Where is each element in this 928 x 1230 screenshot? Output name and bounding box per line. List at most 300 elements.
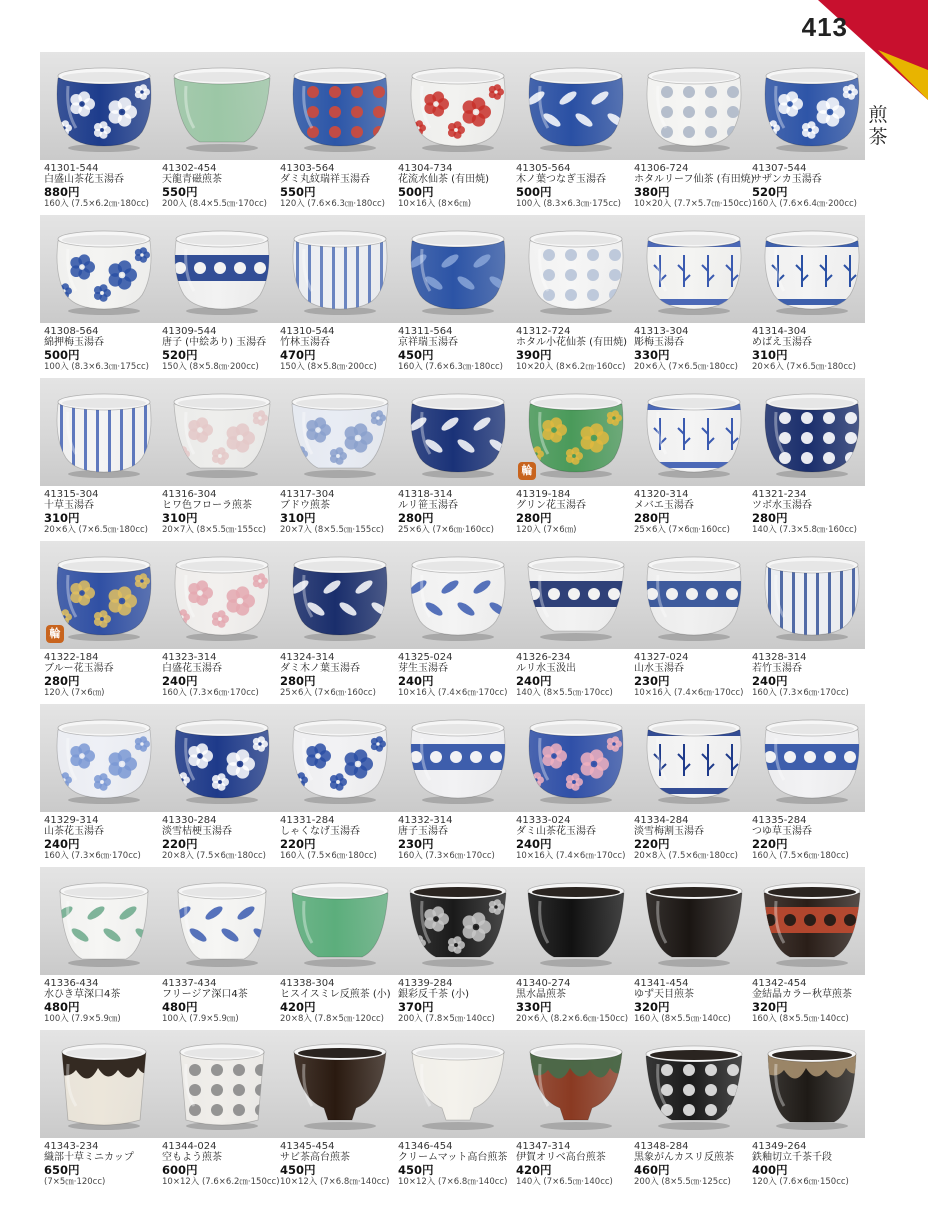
product-spec: 140入 (8×5.5㎝·170cc)	[516, 688, 613, 698]
product-code: 41321-234	[752, 489, 807, 500]
product-code: 41316-304	[162, 489, 217, 500]
product-name: 織部十草ミニカップ	[44, 1152, 134, 1163]
product-code: 41335-284	[752, 815, 807, 826]
product-code: 41337-434	[162, 978, 217, 989]
product-name: ダミ木ノ葉玉湯呑	[280, 663, 360, 674]
teacup-illustration	[288, 388, 392, 480]
product-item	[162, 867, 280, 1029]
product-spec: 160入 (8×5.5㎝·140cc)	[752, 1014, 849, 1024]
product-spec: 100入 (7.9×5.9㎝)	[162, 1014, 239, 1024]
product-name: グリン花玉湯呑	[516, 500, 586, 511]
product-price: 380円	[634, 185, 670, 199]
product-spec: 160入 (7.3×6㎝·170cc)	[162, 688, 259, 698]
product-spec: 200入 (8×5.5㎝·125cc)	[634, 1177, 731, 1187]
product-spec: 100入 (7.9×5.9㎝)	[44, 1014, 121, 1024]
teacup-illustration	[406, 877, 510, 969]
teacup-illustration	[52, 877, 156, 969]
product-price: 460円	[634, 1163, 670, 1177]
product-item	[634, 1030, 752, 1192]
teacup-illustration	[170, 62, 274, 154]
product-item	[398, 541, 516, 703]
product-item	[162, 215, 280, 377]
product-code: 41341-454	[634, 978, 689, 989]
teacup-illustration	[642, 714, 746, 806]
product-item	[516, 52, 634, 214]
product-item	[634, 52, 755, 214]
product-item	[44, 541, 162, 703]
product-item	[634, 378, 752, 540]
product-name: 淡雪桔梗玉湯呑	[162, 826, 232, 837]
product-code: 41330-284	[162, 815, 217, 826]
product-code: 41332-314	[398, 815, 453, 826]
product-name: 唐子玉湯呑	[398, 826, 448, 837]
teacup-image	[642, 551, 746, 643]
teacup-image	[288, 551, 392, 643]
product-item	[398, 867, 516, 1029]
product-name: ツボ水玉湯呑	[752, 500, 812, 511]
product-code: 41319-184	[516, 489, 571, 500]
teacup-image	[406, 62, 510, 154]
rim-badge: 輪	[518, 462, 536, 480]
product-price: 600円	[162, 1163, 198, 1177]
teacup-image	[49, 551, 156, 643]
product-price: 220円	[162, 837, 198, 851]
product-item	[516, 378, 634, 540]
teacup-illustration	[760, 551, 864, 643]
teacup-illustration	[170, 714, 274, 806]
product-row	[0, 52, 870, 214]
product-name: 芽生玉湯呑	[398, 663, 448, 674]
product-spec: 160入 (7.3×6㎝·170cc)	[44, 851, 141, 861]
product-item	[162, 52, 280, 214]
product-code: 41324-314	[280, 652, 335, 663]
teacup-image	[521, 388, 628, 480]
product-item	[44, 867, 162, 1029]
teacup-image	[760, 1040, 864, 1132]
product-name: ホタルリーフ仙茶 (有田焼)	[634, 174, 755, 185]
product-item	[634, 867, 752, 1029]
teacup-illustration	[52, 714, 156, 806]
teacup-illustration	[524, 877, 628, 969]
product-spec: 160入 (7.5×6㎝·180cc)	[752, 851, 849, 861]
product-name: 若竹玉湯呑	[752, 663, 802, 674]
product-price: 420円	[516, 1163, 552, 1177]
teacup-image	[406, 388, 510, 480]
product-code: 41302-454	[162, 163, 217, 174]
product-spec: 20×7入 (8×5.5㎝·155cc)	[280, 525, 385, 535]
product-name: 綿押梅玉湯呑	[44, 337, 104, 348]
product-price: 330円	[634, 348, 670, 362]
teacup-illustration	[642, 551, 746, 643]
teacup-image	[288, 388, 392, 480]
product-spec: 10×16入 (7.4×6㎝·170cc)	[634, 688, 744, 698]
teacup-illustration	[406, 388, 510, 480]
product-spec: 160入 (7.3×6㎝·170cc)	[752, 688, 849, 698]
product-code: 41308-564	[44, 326, 99, 337]
product-name: ホタル小花仙茶 (有田焼)	[516, 337, 627, 348]
teacup-image	[288, 225, 392, 317]
teacup-image	[406, 551, 510, 643]
product-price: 280円	[752, 511, 788, 525]
product-item	[516, 704, 634, 866]
teacup-illustration	[524, 388, 628, 480]
product-item	[162, 1030, 280, 1192]
product-item	[280, 704, 398, 866]
product-name: ダミ山茶花玉湯呑	[516, 826, 596, 837]
product-spec: 120入 (7.6×6.3㎝·180cc)	[280, 199, 385, 209]
product-item	[162, 541, 280, 703]
product-code: 41342-454	[752, 978, 807, 989]
product-price: 310円	[280, 511, 316, 525]
product-code: 41315-304	[44, 489, 99, 500]
product-item	[398, 378, 516, 540]
product-price: 320円	[634, 1000, 670, 1014]
product-name: サザンカ玉湯呑	[752, 174, 822, 185]
product-code: 41301-544	[44, 163, 99, 174]
product-spec: 160入 (7.3×6㎝·170cc)	[398, 851, 495, 861]
product-code: 41343-234	[44, 1141, 99, 1152]
product-code: 41336-434	[44, 978, 99, 989]
product-name: 花流水仙茶 (有田焼)	[398, 174, 489, 185]
product-price: 450円	[398, 348, 434, 362]
product-price: 400円	[752, 1163, 788, 1177]
product-spec: 120入 (7×6㎝)	[516, 525, 577, 535]
product-item	[162, 704, 280, 866]
product-price: 500円	[516, 185, 552, 199]
product-code: 41327-024	[634, 652, 689, 663]
product-code: 41303-564	[280, 163, 335, 174]
teacup-illustration	[52, 225, 156, 317]
teacup-image	[642, 388, 746, 480]
product-item	[162, 378, 280, 540]
teacup-image	[760, 388, 864, 480]
product-spec: 120入 (7.6×6㎝·150cc)	[752, 1177, 849, 1187]
product-price: 280円	[634, 511, 670, 525]
teacup-image	[760, 225, 864, 317]
teacup-illustration	[406, 225, 510, 317]
product-price: 310円	[162, 511, 198, 525]
product-code: 41344-024	[162, 1141, 217, 1152]
product-spec: 160入 (7.6×6.3㎝·180cc)	[398, 362, 503, 372]
teacup-illustration	[406, 714, 510, 806]
product-code: 41326-234	[516, 652, 571, 663]
teacup-image	[642, 714, 746, 806]
product-item	[752, 215, 870, 377]
teacup-image	[760, 62, 864, 154]
product-code: 41306-724	[634, 163, 689, 174]
product-item	[280, 541, 398, 703]
product-name: メバエ玉湯呑	[634, 500, 694, 511]
teacup-image	[406, 225, 510, 317]
product-price: 880円	[44, 185, 80, 199]
product-code: 41334-284	[634, 815, 689, 826]
teacup-illustration	[524, 225, 628, 317]
product-item	[516, 867, 634, 1029]
product-name: 鉄釉切立千茶千段	[752, 1152, 832, 1163]
product-price: 280円	[398, 511, 434, 525]
product-spec: (7×5㎝·120cc)	[44, 1177, 106, 1187]
product-code: 41346-454	[398, 1141, 453, 1152]
product-name: ダミ丸紋瑞祥玉湯呑	[280, 174, 370, 185]
teacup-image	[406, 714, 510, 806]
product-name: 白盛花玉湯呑	[162, 663, 222, 674]
product-code: 41329-314	[44, 815, 99, 826]
page-number: 413	[801, 12, 848, 42]
product-name: クリームマット高台煎茶	[398, 1152, 508, 1163]
product-code: 41312-724	[516, 326, 571, 337]
product-row	[0, 704, 870, 866]
product-item	[634, 215, 752, 377]
product-price: 280円	[44, 674, 80, 688]
product-row	[0, 215, 870, 377]
product-name: 黒象がんカスリ反煎茶	[634, 1152, 734, 1163]
teacup-illustration	[52, 551, 156, 643]
teacup-illustration	[406, 551, 510, 643]
product-spec: 160入 (7.5×6.2㎝·180cc)	[44, 199, 149, 209]
teacup-illustration	[170, 225, 274, 317]
product-name: ゆず天目煎茶	[634, 989, 694, 1000]
teacup-image	[524, 877, 628, 969]
product-price: 450円	[398, 1163, 434, 1177]
product-row	[0, 867, 870, 1029]
product-spec: 20×6入 (7×6.5㎝·180cc)	[752, 362, 857, 372]
product-price: 240円	[516, 837, 552, 851]
product-item	[752, 52, 870, 214]
product-price: 310円	[44, 511, 80, 525]
product-spec: 10×16入 (7.4×6㎝·170cc)	[398, 688, 508, 698]
product-code: 41310-544	[280, 326, 335, 337]
product-price: 480円	[162, 1000, 198, 1014]
product-price: 230円	[634, 674, 670, 688]
product-code: 41314-304	[752, 326, 807, 337]
product-spec: 150入 (8×5.8㎝·200cc)	[280, 362, 377, 372]
teacup-image	[524, 551, 628, 643]
teacup-image	[524, 714, 628, 806]
product-price: 280円	[516, 511, 552, 525]
teacup-illustration	[52, 62, 156, 154]
teacup-illustration	[642, 877, 746, 969]
product-item	[398, 215, 516, 377]
teacup-illustration	[760, 388, 864, 480]
product-price: 220円	[752, 837, 788, 851]
product-code: 41331-284	[280, 815, 335, 826]
product-spec: 160入 (8×5.5㎝·140cc)	[634, 1014, 731, 1024]
teacup-illustration	[288, 714, 392, 806]
product-spec: 25×6入 (7×6㎝·160cc)	[634, 525, 730, 535]
teacup-illustration	[288, 551, 392, 643]
teacup-image	[406, 1040, 510, 1132]
product-item	[44, 52, 162, 214]
teacup-image	[170, 62, 274, 154]
product-row	[0, 1030, 870, 1192]
section-label: 煎茶	[868, 104, 888, 148]
product-code: 41338-304	[280, 978, 335, 989]
product-name: ヒワ色フローラ煎茶	[162, 500, 252, 511]
product-spec: 10×12入 (7×6.8㎝·140cc)	[398, 1177, 508, 1187]
product-item	[516, 541, 634, 703]
product-name: フリージア深口4茶	[162, 989, 248, 1000]
product-price: 230円	[398, 837, 434, 851]
product-spec: 160入 (7.5×6㎝·180cc)	[280, 851, 377, 861]
product-price: 310円	[752, 348, 788, 362]
product-spec: 10×20入 (7.7×5.7㎝·150cc)	[634, 199, 752, 209]
product-item	[280, 1030, 398, 1192]
product-item	[752, 541, 870, 703]
product-price: 520円	[752, 185, 788, 199]
teacup-image	[52, 225, 156, 317]
product-name: ルリ笹玉湯呑	[398, 500, 458, 511]
product-price: 220円	[280, 837, 316, 851]
teacup-image	[524, 225, 628, 317]
product-spec: 20×6入 (7×6.5㎝·180cc)	[634, 362, 739, 372]
product-item	[280, 867, 398, 1029]
teacup-image	[170, 225, 274, 317]
product-spec: 10×12入 (7.6×6.2㎝·150cc)	[162, 1177, 280, 1187]
product-item	[752, 704, 870, 866]
product-spec: 200入 (7.8×5㎝·140cc)	[398, 1014, 495, 1024]
product-spec: 20×8入 (7.5×6㎝·180cc)	[162, 851, 267, 861]
teacup-illustration	[642, 1040, 746, 1132]
product-price: 550円	[280, 185, 316, 199]
teacup-image	[642, 877, 746, 969]
teacup-illustration	[524, 62, 628, 154]
teacup-illustration	[524, 1040, 628, 1132]
product-code: 41347-314	[516, 1141, 571, 1152]
teacup-illustration	[642, 388, 746, 480]
product-code: 41320-314	[634, 489, 689, 500]
teacup-image	[760, 714, 864, 806]
teacup-image	[52, 714, 156, 806]
product-price: 390円	[516, 348, 552, 362]
product-code: 41345-454	[280, 1141, 335, 1152]
product-price: 500円	[398, 185, 434, 199]
product-spec: 100入 (8.3×6.3㎝·175cc)	[516, 199, 621, 209]
product-price: 240円	[162, 674, 198, 688]
teacup-illustration	[760, 1040, 864, 1132]
teacup-illustration	[52, 388, 156, 480]
product-name: 天龍青磁煎茶	[162, 174, 222, 185]
product-price: 320円	[752, 1000, 788, 1014]
product-item	[516, 215, 634, 377]
product-price: 240円	[752, 674, 788, 688]
teacup-illustration	[288, 1040, 392, 1132]
product-price: 500円	[44, 348, 80, 362]
product-code: 41328-314	[752, 652, 807, 663]
teacup-illustration	[760, 62, 864, 154]
product-item	[44, 378, 162, 540]
product-name: 伊賀オリベ高台煎茶	[516, 1152, 606, 1163]
teacup-illustration	[524, 551, 628, 643]
product-spec: 10×20入 (8×6.2㎝·160cc)	[516, 362, 626, 372]
teacup-illustration	[52, 1040, 156, 1132]
product-price: 280円	[280, 674, 316, 688]
product-item	[634, 541, 752, 703]
product-code: 41311-564	[398, 326, 453, 337]
product-name: 京祥瑞玉湯呑	[398, 337, 458, 348]
teacup-illustration	[288, 877, 392, 969]
product-spec: 100入 (8.3×6.3㎝·175cc)	[44, 362, 149, 372]
product-code: 41318-314	[398, 489, 453, 500]
product-row	[0, 378, 870, 540]
teacup-illustration	[288, 225, 392, 317]
product-name: 空もよう煎茶	[162, 1152, 222, 1163]
teacup-illustration	[642, 62, 746, 154]
teacup-illustration	[170, 388, 274, 480]
product-name: 金結晶カラー秋草煎茶	[752, 989, 852, 1000]
product-spec: 10×16入 (7.4×6㎝·170cc)	[516, 851, 626, 861]
teacup-illustration	[288, 62, 392, 154]
product-name: 竹林玉湯呑	[280, 337, 330, 348]
product-code: 41325-024	[398, 652, 453, 663]
teacup-image	[52, 388, 156, 480]
product-code: 41349-264	[752, 1141, 807, 1152]
product-price: 240円	[516, 674, 552, 688]
product-price: 370円	[398, 1000, 434, 1014]
product-item	[280, 378, 398, 540]
teacup-image	[288, 62, 392, 154]
teacup-illustration	[406, 62, 510, 154]
teacup-image	[642, 225, 746, 317]
product-name: めばえ玉湯呑	[752, 337, 812, 348]
product-name: サビ茶高台煎茶	[280, 1152, 350, 1163]
teacup-illustration	[170, 551, 274, 643]
product-item	[752, 1030, 870, 1192]
teacup-image	[170, 551, 274, 643]
teacup-image	[406, 877, 510, 969]
teacup-image	[642, 62, 746, 154]
teacup-illustration	[170, 1040, 274, 1132]
product-item	[634, 704, 752, 866]
product-name: 黒水晶煎茶	[516, 989, 566, 1000]
product-code: 41305-564	[516, 163, 571, 174]
product-row	[0, 541, 870, 703]
product-price: 520円	[162, 348, 198, 362]
teacup-image	[52, 877, 156, 969]
product-code: 41307-544	[752, 163, 807, 174]
product-code: 41339-284	[398, 978, 453, 989]
product-code: 41323-314	[162, 652, 217, 663]
product-price: 240円	[398, 674, 434, 688]
product-spec: 140入 (7.3×5.8㎝·160cc)	[752, 525, 857, 535]
teacup-image	[760, 877, 864, 969]
product-name: しゃくなげ玉湯呑	[280, 826, 360, 837]
product-code: 41322-184	[44, 652, 99, 663]
product-spec: 25×6入 (7×6㎝·160cc)	[398, 525, 494, 535]
product-name: 木ノ葉つなぎ玉湯呑	[516, 174, 606, 185]
product-spec: 10×16入 (8×6㎝)	[398, 199, 472, 209]
product-price: 470円	[280, 348, 316, 362]
product-code: 41340-274	[516, 978, 571, 989]
teacup-image	[288, 1040, 392, 1132]
product-price: 240円	[44, 837, 80, 851]
product-spec: 150入 (8×5.8㎝·200cc)	[162, 362, 259, 372]
teacup-image	[524, 62, 628, 154]
product-code: 41317-304	[280, 489, 335, 500]
teacup-illustration	[642, 225, 746, 317]
product-item	[280, 52, 398, 214]
product-code: 41313-304	[634, 326, 689, 337]
teacup-image	[524, 1040, 628, 1132]
product-name: 十草玉湯呑	[44, 500, 94, 511]
product-spec: 10×12入 (7×6.8㎝·140cc)	[280, 1177, 390, 1187]
teacup-illustration	[760, 877, 864, 969]
product-name: 唐子 (中絵あり) 玉湯呑	[162, 337, 267, 348]
teacup-illustration	[760, 225, 864, 317]
product-code: 41309-544	[162, 326, 217, 337]
product-item	[44, 704, 162, 866]
product-name: つゆ草玉湯呑	[752, 826, 812, 837]
product-name: 白盛山茶花玉湯呑	[44, 174, 124, 185]
